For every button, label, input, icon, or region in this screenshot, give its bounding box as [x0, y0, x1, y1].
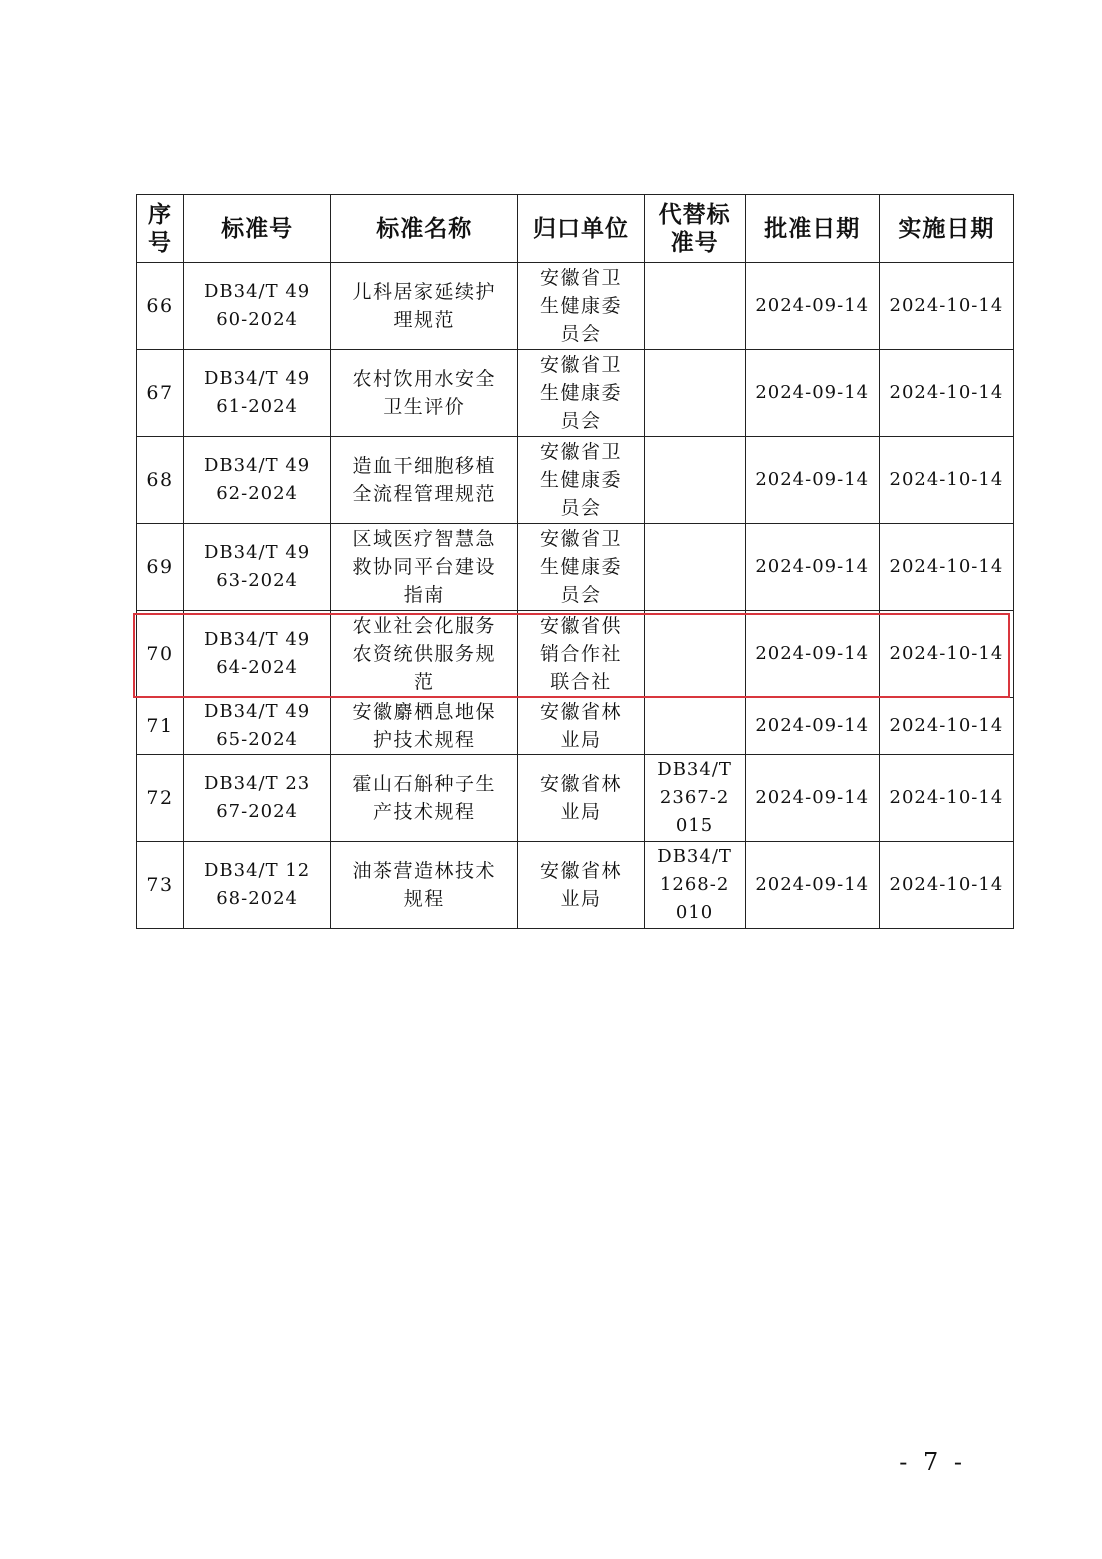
cell-approval-date: 2024-09-14	[745, 350, 879, 437]
table-header-row	[137, 195, 1014, 263]
cell-name: 造血干细胞移植全流程管理规范	[331, 437, 518, 524]
cell-name: 儿科居家延续护理规范	[331, 263, 518, 350]
cell-unit: 安徽省卫生健康委员会	[518, 350, 644, 437]
header-seq: 序号	[137, 195, 184, 263]
cell-implementation-date: 2024-10-14	[879, 755, 1013, 842]
cell-approval-date: 2024-09-14	[745, 437, 879, 524]
cell-unit: 安徽省卫生健康委员会	[518, 524, 644, 611]
cell-unit: 安徽省林业局	[518, 842, 644, 929]
cell-code: DB34/T 4964-2024	[184, 611, 331, 698]
table-row	[137, 350, 1014, 437]
cell-approval-date: 2024-09-14	[745, 842, 879, 929]
header-unit: 归口单位	[518, 195, 644, 263]
cell-name: 安徽麝栖息地保护技术规程	[331, 698, 518, 755]
cell-name: 农村饮用水安全卫生评价	[331, 350, 518, 437]
cell-seq: 68	[137, 437, 184, 524]
header-code: 标准号	[184, 195, 331, 263]
cell-code: DB34/T 2367-2024	[184, 755, 331, 842]
cell-replaced	[644, 611, 745, 698]
cell-unit: 安徽省卫生健康委员会	[518, 437, 644, 524]
table-row	[137, 263, 1014, 350]
cell-implementation-date: 2024-10-14	[879, 524, 1013, 611]
cell-unit: 安徽省林业局	[518, 755, 644, 842]
cell-seq: 71	[137, 698, 184, 755]
cell-approval-date: 2024-09-14	[745, 698, 879, 755]
cell-seq: 70	[137, 611, 184, 698]
header-name: 标准名称	[331, 195, 518, 263]
cell-implementation-date: 2024-10-14	[879, 263, 1013, 350]
cell-seq: 69	[137, 524, 184, 611]
cell-approval-date: 2024-09-14	[745, 524, 879, 611]
cell-implementation-date: 2024-10-14	[879, 611, 1013, 698]
cell-seq: 66	[137, 263, 184, 350]
cell-name: 油茶营造林技术规程	[331, 842, 518, 929]
cell-code: DB34/T 4962-2024	[184, 437, 331, 524]
cell-replaced	[644, 263, 745, 350]
cell-replaced: DB34/T 2367-2015	[644, 755, 745, 842]
table-row	[137, 755, 1014, 842]
cell-replaced	[644, 524, 745, 611]
cell-replaced	[644, 437, 745, 524]
table-row	[137, 842, 1014, 929]
cell-code: DB34/T 4965-2024	[184, 698, 331, 755]
cell-name: 霍山石斛种子生产技术规程	[331, 755, 518, 842]
cell-replaced	[644, 350, 745, 437]
header-replaced: 代替标准号	[644, 195, 745, 263]
table-row	[137, 524, 1014, 611]
cell-name: 区域医疗智慧急救协同平台建设指南	[331, 524, 518, 611]
cell-approval-date: 2024-09-14	[745, 263, 879, 350]
cell-code: DB34/T 4960-2024	[184, 263, 331, 350]
header-implementation-date: 实施日期	[879, 195, 1013, 263]
cell-seq: 73	[137, 842, 184, 929]
table-row	[137, 698, 1014, 755]
standards-table	[136, 194, 1014, 929]
cell-replaced: DB34/T 1268-2010	[644, 842, 745, 929]
cell-implementation-date: 2024-10-14	[879, 842, 1013, 929]
page-number: - 7 -	[899, 1448, 966, 1476]
cell-approval-date: 2024-09-14	[745, 755, 879, 842]
cell-code: DB34/T 4961-2024	[184, 350, 331, 437]
cell-replaced	[644, 698, 745, 755]
cell-code: DB34/T 4963-2024	[184, 524, 331, 611]
cell-implementation-date: 2024-10-14	[879, 437, 1013, 524]
table-row-highlighted	[137, 611, 1014, 698]
cell-code: DB34/T 1268-2024	[184, 842, 331, 929]
cell-name: 农业社会化服务农资统供服务规范	[331, 611, 518, 698]
table-row	[137, 437, 1014, 524]
cell-unit: 安徽省林业局	[518, 698, 644, 755]
cell-seq: 67	[137, 350, 184, 437]
cell-approval-date: 2024-09-14	[745, 611, 879, 698]
cell-unit: 安徽省供销合作社联合社	[518, 611, 644, 698]
header-approval-date: 批准日期	[745, 195, 879, 263]
cell-implementation-date: 2024-10-14	[879, 698, 1013, 755]
cell-implementation-date: 2024-10-14	[879, 350, 1013, 437]
cell-unit: 安徽省卫生健康委员会	[518, 263, 644, 350]
cell-seq: 72	[137, 755, 184, 842]
